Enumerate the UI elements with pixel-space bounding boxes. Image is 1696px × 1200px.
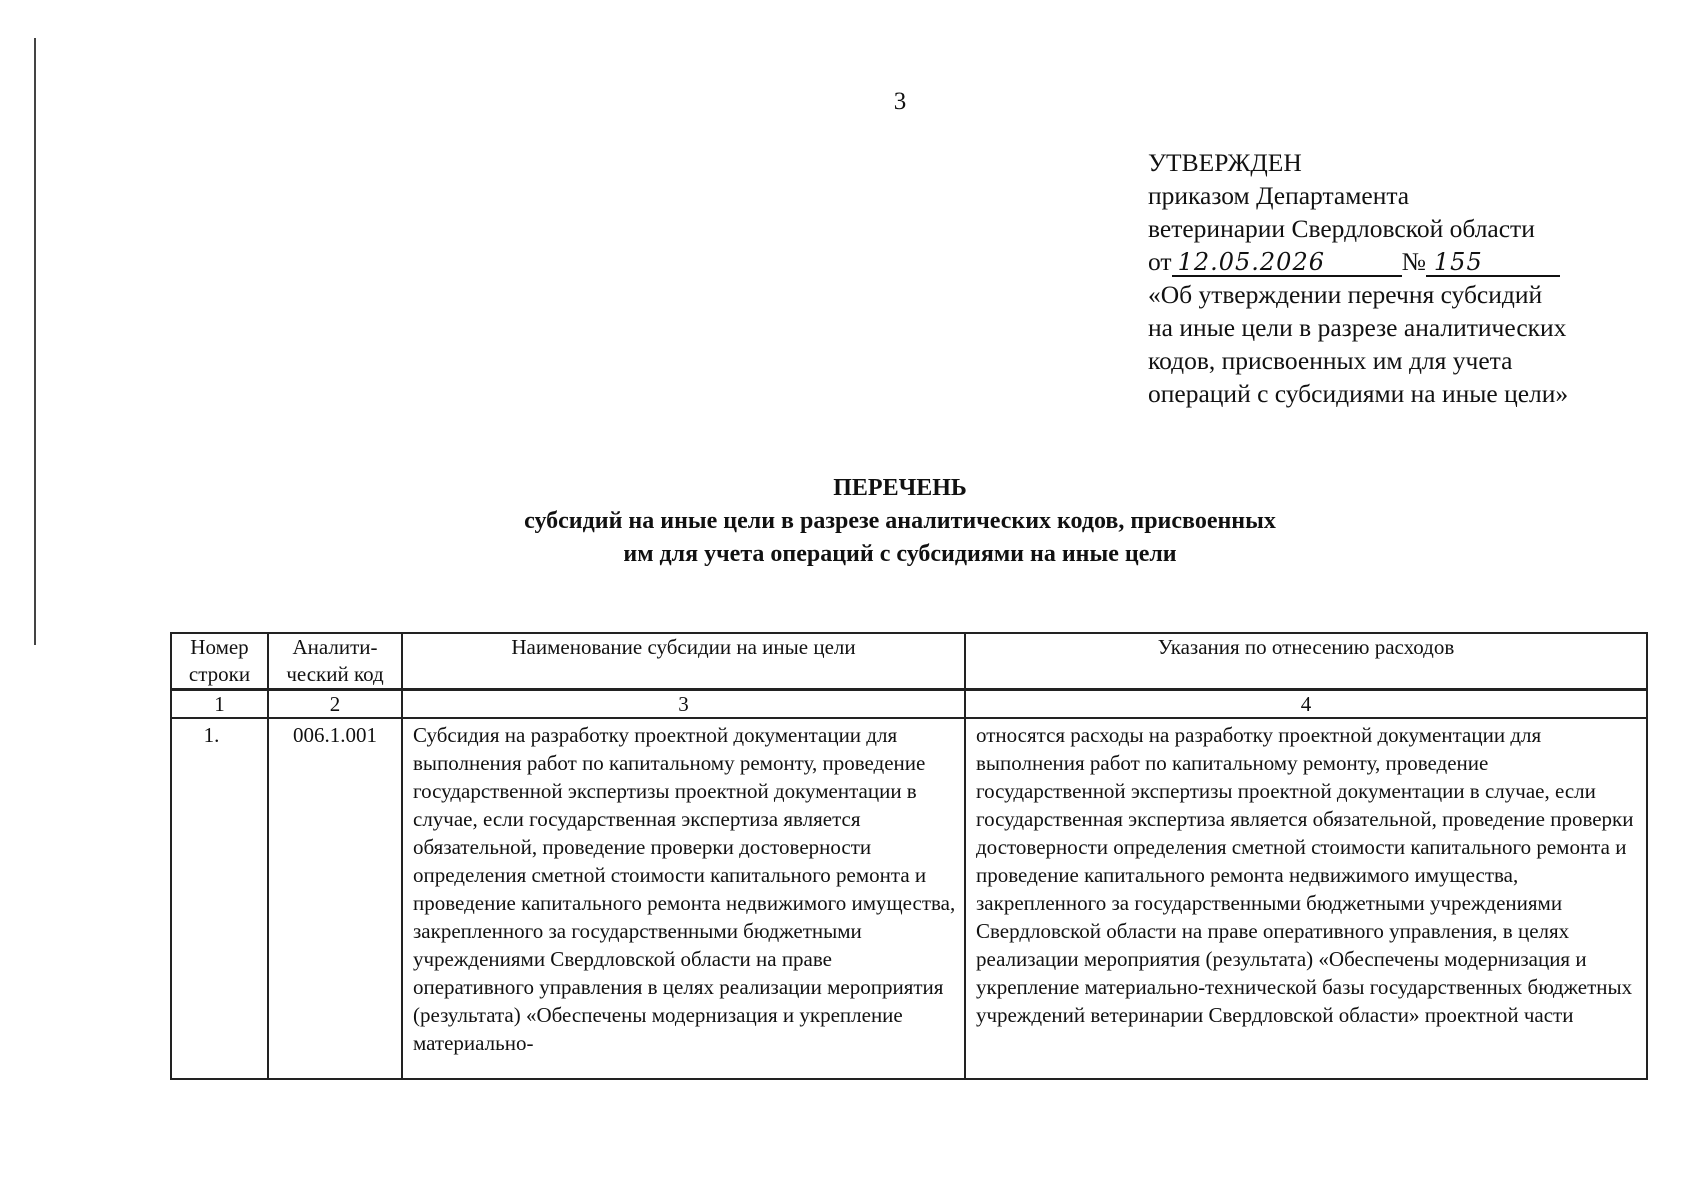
- subsidy-name: [402, 718, 965, 1079]
- header-analytic-code: Аналити-ческий код: [268, 633, 402, 690]
- header-instructions: Указания по отнесению расходов: [965, 633, 1647, 690]
- handwritten-date: 12.05.2026: [1172, 249, 1402, 277]
- column-number-row: [171, 690, 1647, 719]
- approval-line-2: ветеринарии Свердловской области: [1148, 214, 1535, 243]
- column-number: 3: [402, 690, 965, 719]
- title-line-3: им для учета операций с субсидиями на иные цели: [623, 541, 1177, 567]
- subsidy-name-text: Субсидия на разработку проектной документации для выполнения работ по капитальному ремонту, проведение государственной экспертизы проектной документации в случае, если государственная экспертиза является обязательной, проведение проверки достоверности определения сметной стоимости капитального ремонта и проведение капитального ремонта недвижимого имущества, закрепленного за государственными бюджетными учреждениями Свердловской области на праве оперативного управления в целях реализации мероприятия (результата) «Обеспечены модернизация и укрепление материально-: [413, 723, 956, 1055]
- approval-subject-line-4: операций с субсидиями на иные цели»: [1148, 379, 1569, 408]
- approval-date-line: [1148, 245, 1668, 278]
- approval-block: [1148, 146, 1668, 410]
- column-number: 2: [268, 690, 402, 719]
- from-label: от: [1148, 247, 1172, 276]
- title-line-2: субсидий на иные цели в разрезе аналитических кодов, присвоенных: [524, 508, 1276, 534]
- header-row-number: Номер строки: [171, 633, 268, 690]
- instructions: [965, 718, 1647, 1079]
- document-title: [0, 472, 1696, 571]
- approval-subject-line-2: на иные цели в разрезе аналитических: [1148, 313, 1567, 342]
- analytic-code: 006.1.001: [268, 718, 402, 1079]
- title-main: ПЕРЕЧЕНЬ: [833, 475, 967, 501]
- approval-subject-line-1: «Об утверждении перечня субсидий: [1148, 280, 1543, 309]
- subsidies-table: [170, 632, 1648, 1080]
- table-row: [171, 718, 1647, 1079]
- row-number: 1.: [171, 718, 268, 1079]
- column-number: 4: [965, 690, 1647, 719]
- header-subsidy-name: Наименование субсидии на иные цели: [402, 633, 965, 690]
- approval-line-1: приказом Департамента: [1148, 181, 1410, 210]
- column-number: 1: [171, 690, 268, 719]
- approval-heading: УТВЕРЖДЕН: [1148, 148, 1302, 177]
- approval-subject-line-3: кодов, присвоенных им для учета: [1148, 346, 1513, 375]
- instructions-text: относятся расходы на разработку проектной документации для выполнения работ по капитальному ремонту, проведение государственной экспертизы проектной документации в случае, если государственная экспертиза является обязательной, проведение проверки достоверности определения сметной стоимости капитального ремонта и проведение капитального ремонта недвижимого имущества, закрепленного за государственными бюджетными учреждениями Свердловской области на праве оперативного управления, в целях реализации мероприятия (результата) «Обеспечены модернизация и укрепление материально-технической базы государственных бюджетных учреждений ветеринарии Свердловской области» проектной части: [976, 723, 1634, 1027]
- handwritten-number: 155: [1426, 249, 1560, 277]
- number-label: №: [1401, 247, 1426, 276]
- page-number: 3: [893, 88, 907, 115]
- table-header-row: [171, 633, 1647, 690]
